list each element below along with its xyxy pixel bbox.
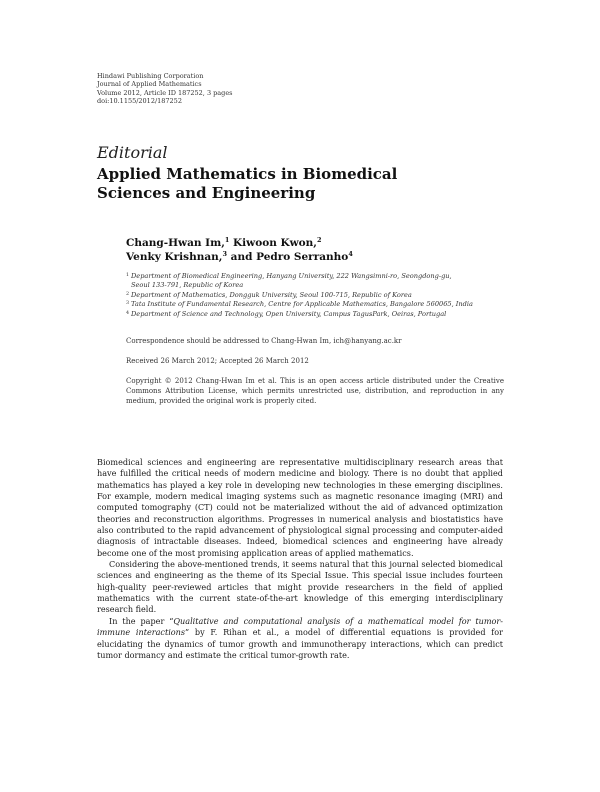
copyright-notice: Copyright © 2012 Chang-Hwan Im et al. This is an open access article distributed under the Creative Commons Attribution License, which permits unrestricted use, distribution, and reproduction in any medium, provided the original work is properly cited. — [126, 377, 504, 406]
affiliation-text: Tata Institute of Fundamental Research, Centre for Applicable Mathematics, Bangalore 560065, India — [131, 300, 473, 309]
affiliation-list — [126, 272, 506, 319]
doi: doi:10.1155/2012/187252 — [97, 97, 182, 106]
author-name: Chang-Hwan Im, — [126, 237, 225, 249]
section-label: Editorial — [97, 143, 168, 162]
author-line-2 — [126, 250, 353, 264]
affiliation-number: 2 — [126, 291, 130, 297]
affiliation-text-continued: Seoul 133-791, Republic of Korea — [131, 281, 244, 290]
affiliation-number: 4 — [126, 310, 130, 316]
paper-title-line-1: Applied Mathematics in Biomedical — [97, 165, 398, 183]
affiliation-number: 1 — [126, 273, 130, 278]
author-affiliation-mark: 2 — [316, 236, 322, 244]
author-name: Kiwoon Kwon, — [233, 237, 317, 249]
correspondence-note: Correspondence should be addressed to Chang-Hwan Im, ich@hanyang.ac.kr — [126, 337, 402, 345]
author-line-1 — [126, 236, 353, 250]
affiliation-text: Department of Science and Technology, Open University, Campus TagusPark, Oeiras, Portugal — [131, 309, 447, 318]
cited-paper-title: Qualitative and computational analysis of a mathematical model for tumor-immune interactions — [97, 615, 503, 638]
affiliation-item — [126, 310, 506, 319]
received-dates: Received 26 March 2012; Accepted 26 March 2012 — [126, 357, 309, 365]
affiliation-item — [126, 291, 506, 300]
author-affiliation-mark: 3 — [222, 250, 227, 258]
affiliation-text: Department of Mathematics, Dongguk University, Seoul 100-715, Republic of Korea — [131, 290, 412, 299]
body-paragraph-1: Biomedical sciences and engineering are representative multidisciplinary research areas that have fulfilled the critical needs of modern medicine and biology. There is no doubt that applied mathematics has played a key role in developing new technologies in these emerging disciplines. For example, modern medical imaging systems such as magnetic resonance imaging (MRI) and computed tomography (CT) could not be materialized without the aid of advanced optimization theories and reconstruction algorithms. Progresses in numerical analysis and biostatistics have also contributed to the rapid advancement of physiological signal processing and computer-aided diagnosis of intractable diseases. Indeed, biomedical sciences and engineering have already become one of the most promising application areas of applied mathematics. — [97, 457, 503, 558]
paragraph-3-rest: ” by F. Rihan et al., a model of differential equations is provided for elucidating the dynamics of tumor growth and immunotherapy interactions, which can predict tumor dormancy and estimate the critical tumor-growth rate. — [97, 627, 503, 660]
paragraph-3-intro: In the paper “ — [109, 615, 174, 626]
author-affiliation-mark: 1 — [224, 236, 230, 244]
affiliation-item — [126, 272, 506, 291]
paper-title — [97, 165, 397, 203]
volume-info: Volume 2012, Article ID 187252, 3 pages — [97, 88, 233, 97]
author-name: Venky Krishnan, — [126, 251, 223, 263]
affiliation-text: Department of Biomedical Engineering, Hanyang University, 222 Wangsimni-ro, Seongdong-gu, — [131, 272, 452, 280]
article-body — [97, 457, 503, 661]
affiliation-item — [126, 300, 506, 309]
author-list — [126, 236, 353, 264]
journal-name: Journal of Applied Mathematics — [97, 80, 202, 89]
author-affiliation-mark: 4 — [348, 250, 353, 258]
body-paragraph-2: Considering the above-mentioned trends, it seems natural that this journal selected biomedical sciences and engineering as the theme of its Special Issue. This special issue includes fourteen high-quality peer-reviewed articles that might provide researchers in the field of applied mathematics with the current state-of-the-art knowledge of this emerging interdisciplinary research field. — [97, 559, 503, 615]
journal-info — [97, 72, 233, 106]
publisher-name: Hindawi Publishing Corporation — [97, 72, 204, 80]
author-name: and Pedro Serranho — [230, 251, 349, 263]
affiliation-number: 3 — [126, 301, 130, 307]
body-paragraph-3 — [97, 616, 503, 661]
paper-title-line-2: Sciences and Engineering — [97, 184, 316, 202]
